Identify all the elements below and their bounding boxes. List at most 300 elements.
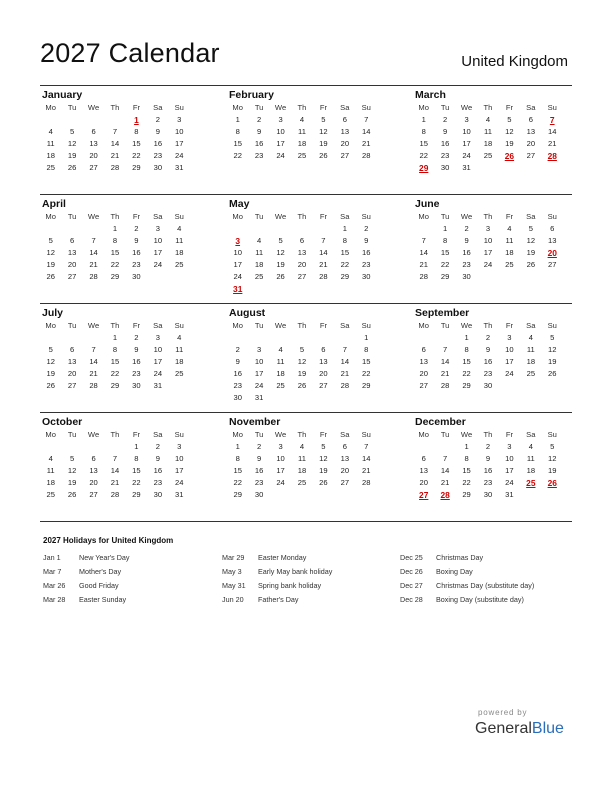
weekday-label: Fr [319,212,327,221]
week-row [227,259,377,271]
calendar-day: 19 [276,260,285,269]
calendar-day: 10 [175,127,184,136]
calendar-day: 14 [110,466,120,475]
empty-day [270,489,291,502]
weekday-label: We [274,103,287,112]
weekday-label: Sa [340,430,350,439]
calendar-day: 19 [297,369,307,378]
empty-day [520,271,541,284]
calendar-day: 7 [91,236,96,245]
calendar-day: 19 [46,369,55,378]
calendar-day: 17 [505,466,514,475]
weekday-label: Su [547,430,557,439]
calendar-day: 9 [464,236,469,245]
calendar-day: 9 [364,236,369,245]
week-row [227,356,377,368]
calendar-day: 4 [278,345,283,354]
calendar-day: 12 [276,248,285,257]
calendar-day: 22 [340,260,350,269]
calendar-day: 10 [276,454,285,463]
weekday-label: We [460,103,473,112]
week-row [413,344,563,356]
calendar-day: 12 [46,248,55,257]
week-row [40,477,190,489]
week-row [413,259,563,271]
holiday-name: Easter Sunday [79,595,127,604]
calendar-day: 5 [321,115,326,124]
calendar-day: 14 [362,454,371,463]
calendar-day: 4 [48,127,53,136]
week-row [40,465,190,477]
calendar-day: 12 [297,357,307,366]
calendar-day: 16 [483,357,493,366]
calendar-day: 25 [276,381,285,390]
empty-day [334,489,355,502]
calendar-day: 30 [153,163,163,172]
calendar-day: 8 [342,236,347,245]
calendar-day: 1 [235,442,240,451]
calendar-day: 2 [464,224,469,233]
calendar-day: 10 [175,454,184,463]
calendar-day: 16 [153,139,163,148]
week-row [227,114,377,126]
week-row [227,138,377,150]
calendar-day: 12 [319,454,328,463]
calendar-day: 16 [254,139,264,148]
calendar-day: 18 [297,466,307,475]
empty-day [83,441,104,454]
calendar-day: 27 [340,478,350,487]
calendar-day: 30 [233,393,242,402]
calendar-day: 1 [134,442,139,451]
calendar-day: 8 [364,345,369,354]
calendar-day: 26 [46,272,55,281]
calendar-day: 17 [175,139,184,148]
month-name: January [42,89,83,101]
calendar-day: 23 [132,369,141,378]
calendar-day: 10 [483,236,493,245]
calendar-day: 17 [233,260,242,269]
week-row [227,489,377,501]
calendar-day: 4 [257,236,262,245]
weekday-header [413,211,563,223]
calendar-day: 23 [462,260,471,269]
weekday-label: Su [547,212,557,221]
calendar-day: 20 [297,260,307,269]
calendar-day: 14 [340,357,350,366]
calendar-day: 18 [46,151,55,160]
month-june [413,195,563,283]
calendar-day: 11 [175,236,184,245]
weekday-label: Mo [418,321,429,330]
weekday-header [227,102,377,114]
month-name: November [229,416,281,428]
calendar-day: 31 [175,163,184,172]
weekday-label: Sa [526,212,536,221]
calendar-day: 9 [235,357,240,366]
calendar-day: 24 [153,369,163,378]
calendar-day: 5 [299,345,305,354]
calendar-day: 31 [505,490,514,499]
empty-day [147,271,168,284]
calendar-day: 25 [505,260,514,269]
calendar-day: 1 [443,224,448,233]
weekday-label: Fr [132,103,140,112]
calendar-day: 14 [548,127,557,136]
month-september [413,304,563,392]
calendar-day: 8 [235,127,240,136]
week-row [413,114,563,126]
calendar-day: 21 [440,369,450,378]
empty-day [313,223,334,236]
holiday-day: 31 [233,284,243,294]
holiday-item [222,593,402,607]
calendar-day: 6 [321,345,326,354]
week-row [413,126,563,138]
weekday-label: Su [547,103,557,112]
calendar-grid [40,85,572,522]
calendar-day: 26 [276,272,285,281]
calendar-day: 23 [153,151,163,160]
weekday-label: Sa [153,321,163,330]
empty-day [291,223,312,236]
empty-day [520,489,541,502]
calendar-day: 1 [235,115,240,124]
holiday-item [43,593,223,607]
calendar-day: 13 [67,357,77,366]
calendar-day: 19 [67,478,77,487]
holiday-day: 7 [549,115,555,125]
weekday-label: We [460,430,473,439]
week-row [227,465,377,477]
week-row [40,138,190,150]
calendar-day: 3 [464,115,469,124]
calendar-day: 1 [342,224,347,233]
calendar-day: 8 [112,236,118,245]
calendar-day: 3 [177,442,182,451]
calendar-day: 30 [483,490,493,499]
holiday-item [400,551,580,565]
empty-day [169,380,190,393]
month-name: June [415,198,440,210]
calendar-day: 18 [254,260,264,269]
calendar-day: 15 [440,248,450,257]
holiday-day: 28 [547,151,557,161]
empty-day [83,223,104,236]
calendar-day: 13 [297,248,307,257]
calendar-day: 13 [419,466,428,475]
calendar-day: 8 [464,454,469,463]
calendar-day: 8 [134,127,139,136]
empty-day [313,283,334,296]
calendar-day: 31 [153,381,163,390]
empty-day [334,283,355,296]
weekday-label: Sa [340,212,350,221]
month-name: February [229,89,274,101]
week-row [413,489,563,501]
week-row [413,247,563,259]
calendar-day: 10 [153,345,163,354]
calendar-day: 5 [321,442,326,451]
month-april [40,195,190,283]
calendar-day: 25 [175,260,184,269]
calendar-day: 13 [548,236,557,245]
calendar-day: 30 [462,272,471,281]
calendar-day: 26 [67,490,77,499]
week-row [40,235,190,247]
calendar-day: 20 [319,369,328,378]
calendar-day: 1 [421,115,426,124]
weekday-header [413,102,563,114]
calendar-day: 3 [257,345,262,354]
calendar-day: 23 [254,478,264,487]
calendar-day: 6 [70,236,75,245]
calendar-day: 12 [548,345,557,354]
calendar-day: 22 [132,151,141,160]
calendar-day: 5 [48,236,53,245]
weekday-label: Su [361,430,371,439]
calendar-day: 22 [440,260,450,269]
calendar-day: 6 [528,115,533,124]
month-may [227,195,377,295]
calendar-day: 7 [112,454,118,463]
calendar-day: 25 [483,151,493,160]
calendar-day: 25 [46,163,55,172]
calendar-day: 27 [89,490,98,499]
empty-day [227,332,248,345]
calendar-day: 29 [462,381,471,390]
week-row [227,235,377,247]
calendar-day: 7 [91,345,96,354]
weekday-label: Mo [232,212,243,221]
week-row [40,247,190,259]
calendar-day: 11 [46,139,55,148]
holiday-day: 26 [547,478,557,488]
calendar-day: 21 [110,151,120,160]
weekday-label: Tu [67,103,77,112]
calendar-day: 15 [132,139,141,148]
calendar-day: 20 [419,369,428,378]
calendar-day: 21 [89,260,98,269]
calendar-day: 8 [443,236,448,245]
calendar-day: 18 [276,369,285,378]
holiday-day: 25 [526,478,536,488]
weekday-label: We [274,430,287,439]
calendar-day: 24 [153,260,163,269]
weekday-label: Su [361,321,371,330]
calendar-day: 18 [526,466,536,475]
weekday-label: Fr [505,103,513,112]
calendar-day: 19 [505,139,514,148]
calendar-day: 3 [507,333,512,342]
calendar-day: 30 [132,381,141,390]
holiday-name: Spring bank holiday [258,581,322,590]
calendar-day: 7 [443,454,448,463]
weekday-label: Mo [45,103,56,112]
calendar-day: 28 [419,272,428,281]
month-row [40,412,572,522]
empty-day [356,283,377,296]
weekday-label: Th [483,321,493,330]
weekday-label: Sa [340,103,350,112]
week-row [40,162,190,174]
calendar-day: 21 [110,478,120,487]
calendar-day: 23 [254,151,264,160]
holiday-item [400,579,580,593]
calendar-day: 11 [484,127,492,136]
calendar-day: 7 [342,345,347,354]
empty-day [477,271,498,284]
calendar-day: 19 [46,260,55,269]
calendar-day: 3 [485,224,491,233]
week-row [40,150,190,162]
month-name: April [42,198,66,210]
weekday-label: Tu [67,321,77,330]
weekday-label: Fr [505,430,513,439]
month-july [40,304,190,392]
calendar-day: 27 [297,272,307,281]
holiday-day: 1 [134,115,139,125]
week-row [227,283,377,295]
holiday-item [222,579,402,593]
calendar-day: 9 [134,236,139,245]
weekday-label: Mo [232,103,243,112]
calendar-day: 14 [89,248,98,257]
calendar-day: 24 [462,151,471,160]
calendar-day: 22 [110,260,120,269]
holiday-day: 20 [547,248,557,258]
calendar-day: 6 [342,442,347,451]
week-row [40,380,190,392]
calendar-day: 13 [89,466,98,475]
calendar-day: 11 [175,345,184,354]
month-name: March [415,89,446,101]
weekday-label: Tu [67,430,77,439]
week-row [227,392,377,404]
week-row [227,150,377,162]
calendar-day: 24 [483,260,493,269]
empty-day [61,441,82,454]
empty-day [270,283,291,296]
calendar-day: 19 [319,139,328,148]
weekday-label: Su [361,103,371,112]
calendar-day: 9 [155,454,160,463]
calendar-day: 20 [340,466,350,475]
calendar-day: 13 [319,357,328,366]
calendar-day: 30 [440,163,450,172]
calendar-day: 28 [440,381,450,390]
calendar-day: 4 [507,224,512,233]
calendar-day: 21 [362,139,371,148]
calendar-day: 28 [340,381,350,390]
calendar-day: 5 [278,236,283,245]
page-title: 2027 Calendar [40,38,220,68]
calendar-day: 17 [276,139,285,148]
calendar-day: 27 [319,381,328,390]
calendar-day: 14 [419,248,428,257]
calendar-day: 23 [362,260,371,269]
calendar-day: 29 [110,381,120,390]
calendar-day: 21 [340,369,350,378]
weekday-label: Th [297,321,307,330]
brand-logo[interactable] [475,720,564,738]
calendar-day: 29 [110,272,120,281]
calendar-day: 10 [233,248,242,257]
holiday-item [43,551,223,565]
calendar-day: 6 [421,345,426,354]
calendar-day: 9 [257,454,262,463]
empty-day [291,332,312,345]
calendar-day: 27 [67,272,77,281]
week-row [413,380,563,392]
calendar-day: 15 [462,357,471,366]
calendar-day: 25 [175,369,184,378]
calendar-day: 21 [419,260,428,269]
calendar-day: 22 [110,369,120,378]
calendar-day: 29 [340,272,350,281]
calendar-day: 24 [276,151,285,160]
calendar-day: 17 [153,248,163,257]
calendar-day: 18 [526,357,536,366]
weekday-header [413,320,563,332]
weekday-label: Sa [153,212,163,221]
empty-day [270,223,291,236]
calendar-day: 2 [257,442,262,451]
empty-day [104,441,125,454]
empty-day [248,283,269,296]
weekday-label: We [87,321,100,330]
calendar-day: 30 [254,490,264,499]
calendar-day: 18 [175,357,184,366]
weekday-label: Mo [418,430,429,439]
holiday-name: Easter Monday [258,553,307,562]
empty-day [40,441,61,454]
calendar-day: 13 [419,357,428,366]
empty-day [413,223,434,236]
empty-day [227,223,248,236]
calendar-day: 16 [132,357,141,366]
empty-day [104,114,125,127]
weekday-label: Su [361,212,371,221]
week-row [227,332,377,344]
weekday-label: Fr [505,212,513,221]
week-row [413,235,563,247]
week-row [227,344,377,356]
holiday-day: 26 [504,151,515,161]
holiday-column [222,551,402,607]
holiday-day: 28 [440,490,450,500]
calendar-day: 16 [362,248,371,257]
calendar-day: 17 [462,139,471,148]
calendar-day: 16 [254,466,264,475]
holiday-name: New Year's Day [79,553,130,562]
weekday-label: We [274,212,287,221]
calendar-day: 16 [132,248,141,257]
calendar-day: 10 [153,236,163,245]
calendar-day: 22 [233,478,242,487]
weekday-header [40,102,190,114]
week-row [227,223,377,235]
empty-day [520,380,541,393]
weekday-header [227,211,377,223]
calendar-day: 17 [483,248,493,257]
calendar-day: 10 [505,345,514,354]
weekday-label: Mo [232,321,243,330]
holiday-day: 29 [419,163,429,173]
calendar-day: 20 [89,478,98,487]
weekday-label: Sa [526,430,536,439]
calendar-day: 30 [153,490,163,499]
